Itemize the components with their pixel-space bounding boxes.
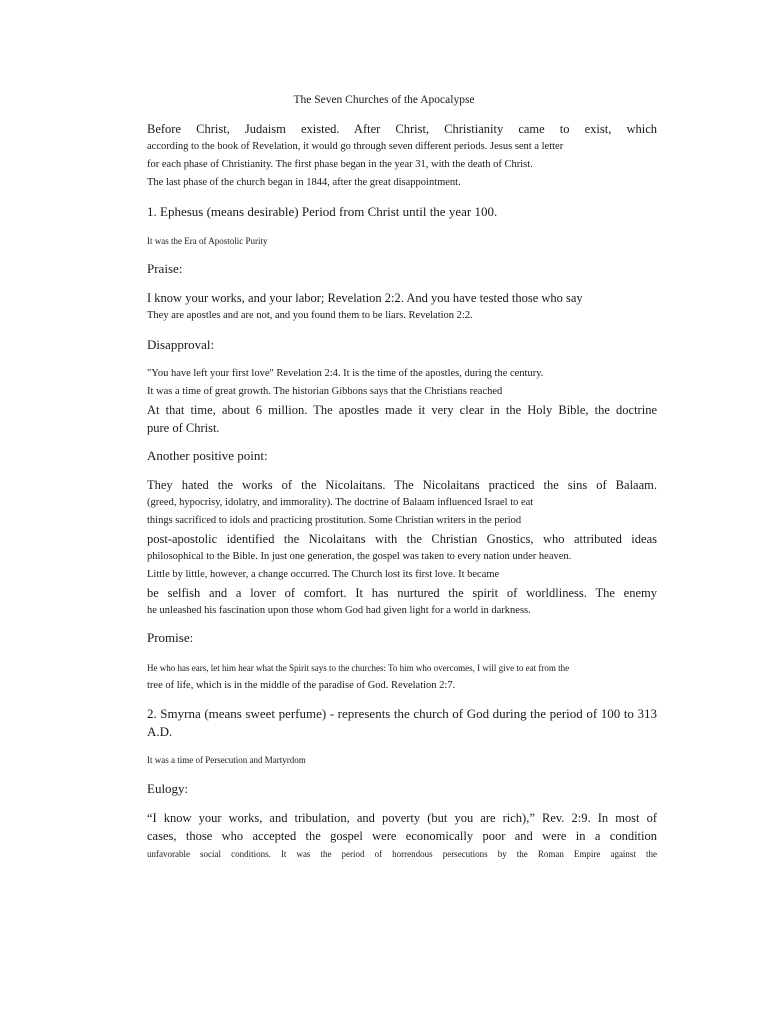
subsection-label: Eulogy: bbox=[147, 781, 189, 796]
disapproval-line: It was a time of great growth. The historian Gibbons says that the Christians reached bbox=[147, 386, 503, 397]
section-heading: 2. Smyrna (means sweet perfume) - represents the church of God during the period of 100 to 313 bbox=[147, 706, 657, 721]
intro-line: for each phase of Christianity. The first phase began in the year 31, with the death of Christ. bbox=[147, 159, 533, 170]
eulogy-line: “I know your works, and tribulation, and poverty (but you are rich),” Rev. 2:9. In most of bbox=[147, 811, 657, 825]
promise-line: tree of life, which is in the middle of the paradise of God. Revelation 2:7. bbox=[147, 680, 456, 691]
intro-line: The last phase of the church began in 1844, after the great disappointment. bbox=[147, 177, 461, 188]
eulogy-paragraph bbox=[147, 809, 657, 863]
promise-line: He who has ears, let him hear what the Spirit says to the churches: To him who overcomes, I will give to eat from the bbox=[147, 663, 570, 673]
promise-label bbox=[147, 629, 657, 647]
promise-paragraph bbox=[147, 659, 657, 695]
ephesus-era bbox=[147, 234, 657, 248]
disapproval-line: "You have left your first love" Revelation 2:4. It is the time of the apostles, during the century. bbox=[147, 368, 544, 379]
positive-label bbox=[147, 447, 657, 465]
ephesus-heading bbox=[147, 203, 657, 221]
eulogy-line: cases, those who accepted the gospel were economically poor and were in a condition bbox=[147, 829, 657, 843]
subsection-label: Promise: bbox=[147, 630, 194, 645]
subsection-label: Another positive point: bbox=[147, 448, 268, 463]
section-heading: A.D. bbox=[147, 724, 173, 739]
praise-line: I know your works, and your labor; Revelation 2:2. And you have tested those who say bbox=[147, 291, 583, 305]
eulogy-label bbox=[147, 780, 657, 798]
era-caption: It was a time of Persecution and Martyrdom bbox=[147, 755, 306, 765]
section-heading: 1. Ephesus (means desirable) Period from Christ until the year 100. bbox=[147, 204, 498, 219]
intro-line: Before Christ, Judaism existed. After Christ, Christianity came to exist, which bbox=[147, 122, 657, 136]
positive-line: things sacrificed to idols and practicing prostitution. Some Christian writers in the period bbox=[147, 515, 522, 526]
smyrna-era bbox=[147, 753, 657, 767]
eulogy-line: unfavorable social conditions. It was the period of horrendous persecutions by the Roman Empire against the bbox=[147, 849, 657, 859]
praise-paragraph bbox=[147, 289, 657, 325]
era-caption: It was the Era of Apostolic Purity bbox=[147, 236, 268, 246]
positive-line: (greed, hypocrisy, idolatry, and immorality). The doctrine of Balaam influenced Israel to eat bbox=[147, 497, 534, 508]
positive-paragraph bbox=[147, 476, 657, 620]
positive-line: They hated the works of the Nicolaitans. The Nicolaitans practiced the sins of Balaam. bbox=[147, 478, 657, 492]
disapproval-paragraph bbox=[147, 365, 657, 437]
positive-line: philosophical to the Bible. In just one generation, the gospel was taken to every nation under heaven. bbox=[147, 551, 572, 562]
disapproval-line: pure of Christ. bbox=[147, 421, 220, 435]
smyrna-heading bbox=[147, 705, 657, 741]
praise-label bbox=[147, 260, 657, 278]
intro-paragraph bbox=[147, 120, 657, 192]
subsection-label: Disapproval: bbox=[147, 337, 215, 352]
positive-line: he unleashed his fascination upon those whom God had given light for a world in darkness. bbox=[147, 605, 531, 616]
positive-line: be selfish and a lover of comfort. It has nurtured the spirit of worldliness. The enemy bbox=[147, 586, 657, 600]
document-title: The Seven Churches of the Apocalypse bbox=[293, 94, 475, 106]
disapproval-label bbox=[147, 336, 657, 354]
positive-line: Little by little, however, a change occurred. The Church lost its first love. It became bbox=[147, 569, 500, 580]
praise-line: They are apostles and are not, and you found them to be liars. Revelation 2:2. bbox=[147, 310, 473, 321]
disapproval-line: At that time, about 6 million. The apostles made it very clear in the Holy Bible, the doctrine bbox=[147, 403, 657, 417]
intro-line: according to the book of Revelation, it would go through seven different periods. Jesus sent a letter bbox=[147, 141, 564, 152]
subsection-label: Praise: bbox=[147, 261, 183, 276]
positive-line: post-apostolic identified the Nicolaitans with the Christian Gnostics, who attributed ideas bbox=[147, 532, 657, 546]
